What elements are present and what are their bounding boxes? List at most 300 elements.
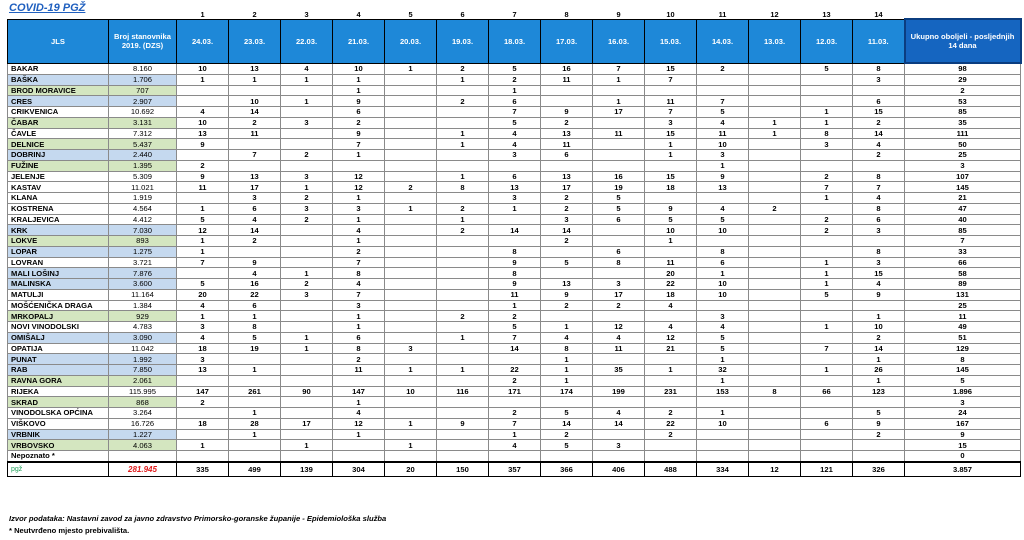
case-count-cell: 6 — [489, 96, 541, 107]
column-number: 3 — [304, 9, 309, 19]
case-count-cell — [697, 451, 749, 462]
case-count-cell — [385, 171, 437, 182]
case-count-cell: 1 — [801, 365, 853, 376]
case-count-cell: 13 — [177, 365, 229, 376]
table-row — [8, 203, 1021, 214]
case-count-cell — [229, 354, 281, 365]
case-count-cell — [385, 150, 437, 161]
case-count-cell: 2 — [437, 63, 489, 74]
case-count-cell — [749, 246, 801, 257]
case-count-cell: 7 — [593, 63, 645, 74]
case-count-cell: 4 — [697, 322, 749, 333]
case-count-cell — [177, 429, 229, 440]
case-count-cell: 22 — [489, 365, 541, 376]
total-cell: 15 — [905, 440, 1021, 451]
case-count-cell: 8 — [853, 63, 905, 74]
case-count-cell — [541, 451, 593, 462]
population-cell: 4.783 — [109, 322, 177, 333]
case-count-cell — [541, 246, 593, 257]
case-count-cell — [749, 365, 801, 376]
case-count-cell — [385, 246, 437, 257]
total-cell: 25 — [905, 150, 1021, 161]
municipality-name: SKRAD — [8, 397, 109, 408]
municipality-name: KRALJEVICA — [8, 214, 109, 225]
case-count-cell: 2 — [229, 236, 281, 247]
case-count-cell: 2 — [801, 214, 853, 225]
case-count-cell — [645, 440, 697, 451]
case-count-cell: 3 — [801, 139, 853, 150]
table-row — [8, 128, 1021, 139]
case-count-cell — [541, 96, 593, 107]
case-count-cell: 20 — [177, 289, 229, 300]
case-count-cell: 2 — [593, 300, 645, 311]
case-count-cell — [385, 85, 437, 96]
case-count-cell: 10 — [177, 63, 229, 74]
case-count-cell: 2 — [489, 408, 541, 419]
case-count-cell — [385, 96, 437, 107]
case-count-cell: 1 — [333, 429, 385, 440]
total-cell: 98 — [905, 63, 1021, 74]
case-count-cell — [437, 117, 489, 128]
case-count-cell: 8 — [229, 322, 281, 333]
table-row — [8, 236, 1021, 247]
population-cell: 1.395 — [109, 160, 177, 171]
case-count-cell: 14 — [541, 225, 593, 236]
case-count-cell — [385, 139, 437, 150]
case-count-cell — [645, 246, 697, 257]
case-count-cell: 1 — [385, 203, 437, 214]
case-count-cell: 2 — [229, 117, 281, 128]
column-number-row — [8, 9, 1021, 19]
case-count-cell: 11 — [333, 365, 385, 376]
table-row — [8, 375, 1021, 386]
case-count-cell: 5 — [697, 107, 749, 118]
case-count-cell — [281, 107, 333, 118]
case-count-cell — [333, 451, 385, 462]
case-count-cell: 13 — [541, 128, 593, 139]
case-count-cell — [749, 354, 801, 365]
case-count-cell: 11 — [593, 128, 645, 139]
table-row — [8, 354, 1021, 365]
table-row — [8, 96, 1021, 107]
case-count-cell: 16 — [593, 171, 645, 182]
municipality-name: OPATIJA — [8, 343, 109, 354]
case-count-cell: 147 — [177, 386, 229, 397]
municipality-name: NOVI VINODOLSKI — [8, 322, 109, 333]
municipality-name: Nepoznato * — [8, 451, 109, 462]
case-count-cell — [437, 322, 489, 333]
case-count-cell: 18 — [645, 289, 697, 300]
case-count-cell: 19 — [229, 343, 281, 354]
municipality-name: JELENJE — [8, 171, 109, 182]
case-count-cell — [385, 311, 437, 322]
population-cell: 1.384 — [109, 300, 177, 311]
case-count-cell: 5 — [541, 408, 593, 419]
case-count-cell: 9 — [437, 418, 489, 429]
case-count-cell: 2 — [437, 203, 489, 214]
case-count-cell: 3 — [281, 171, 333, 182]
municipality-name: VINODOLSKA OPĆINA — [8, 408, 109, 419]
total-cell: 11 — [905, 311, 1021, 322]
case-count-cell — [749, 418, 801, 429]
case-count-cell — [333, 375, 385, 386]
case-count-cell — [593, 397, 645, 408]
case-count-cell: 8 — [853, 171, 905, 182]
case-count-cell: 1 — [801, 279, 853, 290]
table-row — [8, 214, 1021, 225]
case-count-cell: 13 — [541, 279, 593, 290]
case-count-cell — [489, 236, 541, 247]
case-count-cell — [385, 74, 437, 85]
total-cell: 3 — [905, 397, 1021, 408]
case-count-cell: 1 — [281, 182, 333, 193]
case-count-cell: 1 — [437, 128, 489, 139]
case-count-cell — [749, 268, 801, 279]
case-count-cell — [437, 268, 489, 279]
case-count-cell — [541, 311, 593, 322]
case-count-cell — [437, 440, 489, 451]
case-count-cell — [593, 160, 645, 171]
column-number: 6 — [460, 9, 465, 19]
case-count-cell: 1 — [385, 63, 437, 74]
population-total: 281.945 — [109, 462, 177, 477]
case-count-cell — [177, 193, 229, 204]
case-count-cell: 3 — [333, 300, 385, 311]
column-number: 12 — [770, 9, 779, 19]
case-count-cell: 3 — [385, 343, 437, 354]
case-count-cell: 5 — [489, 117, 541, 128]
population-cell: 11.021 — [109, 182, 177, 193]
case-count-cell: 20 — [645, 268, 697, 279]
case-count-cell: 2 — [645, 429, 697, 440]
population-cell: 1.919 — [109, 193, 177, 204]
header-date: 15.03. — [645, 19, 697, 63]
population-cell — [109, 451, 177, 462]
case-count-cell — [281, 354, 333, 365]
case-count-cell — [853, 236, 905, 247]
case-count-cell — [749, 322, 801, 333]
case-count-cell — [801, 408, 853, 419]
population-cell: 707 — [109, 85, 177, 96]
case-count-cell — [645, 375, 697, 386]
case-count-cell: 3 — [541, 214, 593, 225]
daily-total-cell: 150 — [437, 462, 489, 477]
case-count-cell — [177, 375, 229, 386]
case-count-cell — [853, 300, 905, 311]
case-count-cell — [489, 451, 541, 462]
case-count-cell: 5 — [697, 214, 749, 225]
population-cell: 8.160 — [109, 63, 177, 74]
case-count-cell: 13 — [697, 182, 749, 193]
column-number: 4 — [356, 9, 361, 19]
case-count-cell: 10 — [385, 386, 437, 397]
case-count-cell — [229, 160, 281, 171]
case-count-cell: 1 — [333, 236, 385, 247]
case-count-cell: 4 — [489, 440, 541, 451]
case-count-cell — [437, 193, 489, 204]
case-count-cell — [229, 246, 281, 257]
case-count-cell — [593, 85, 645, 96]
case-count-cell: 4 — [489, 139, 541, 150]
case-count-cell: 9 — [853, 289, 905, 300]
case-count-cell: 5 — [489, 63, 541, 74]
case-count-cell: 17 — [593, 107, 645, 118]
case-count-cell: 14 — [853, 343, 905, 354]
case-count-cell: 13 — [229, 171, 281, 182]
case-count-cell: 9 — [229, 257, 281, 268]
case-count-cell: 12 — [333, 418, 385, 429]
total-cell: 111 — [905, 128, 1021, 139]
case-count-cell: 10 — [645, 225, 697, 236]
table-row — [8, 193, 1021, 204]
case-count-cell — [697, 300, 749, 311]
case-count-cell: 22 — [229, 289, 281, 300]
case-count-cell — [801, 85, 853, 96]
case-count-cell: 28 — [229, 418, 281, 429]
municipality-name: PUNAT — [8, 354, 109, 365]
case-count-cell — [177, 268, 229, 279]
municipality-name: KASTAV — [8, 182, 109, 193]
case-count-cell — [229, 139, 281, 150]
municipality-name: ČABAR — [8, 117, 109, 128]
case-count-cell: 9 — [333, 96, 385, 107]
municipality-name: LOVRAN — [8, 257, 109, 268]
table-row — [8, 279, 1021, 290]
population-cell: 4.063 — [109, 440, 177, 451]
case-count-cell — [385, 117, 437, 128]
case-count-cell: 4 — [489, 128, 541, 139]
case-count-cell — [229, 451, 281, 462]
case-count-cell: 4 — [645, 322, 697, 333]
case-count-cell: 1 — [645, 236, 697, 247]
case-count-cell: 15 — [645, 171, 697, 182]
case-count-cell — [281, 236, 333, 247]
case-count-cell: 13 — [489, 182, 541, 193]
municipality-name: MOŠĆENIČKA DRAGA — [8, 300, 109, 311]
header-date: 13.03. — [749, 19, 801, 63]
population-cell: 893 — [109, 236, 177, 247]
total-cell: 58 — [905, 268, 1021, 279]
case-count-cell: 9 — [853, 418, 905, 429]
case-count-cell: 1 — [853, 354, 905, 365]
case-count-cell — [437, 160, 489, 171]
case-count-cell — [281, 300, 333, 311]
case-count-cell — [593, 236, 645, 247]
population-cell: 3.264 — [109, 408, 177, 419]
case-count-cell — [437, 397, 489, 408]
case-count-cell — [385, 354, 437, 365]
case-count-cell: 1 — [437, 332, 489, 343]
case-count-cell — [281, 322, 333, 333]
table-row — [8, 300, 1021, 311]
daily-total-cell: 335 — [177, 462, 229, 477]
case-count-cell — [385, 397, 437, 408]
total-cell: 85 — [905, 225, 1021, 236]
footnote: * Neutvrđeno mjesto prebivališta. — [9, 526, 130, 535]
total-cell: 53 — [905, 96, 1021, 107]
case-count-cell: 5 — [853, 408, 905, 419]
case-count-cell: 14 — [853, 128, 905, 139]
case-count-cell: 8 — [333, 268, 385, 279]
case-count-cell: 10 — [229, 96, 281, 107]
case-count-cell — [229, 85, 281, 96]
case-count-cell — [437, 451, 489, 462]
header-date: 19.03. — [437, 19, 489, 63]
case-count-cell — [801, 311, 853, 322]
case-count-cell — [749, 257, 801, 268]
municipality-name: RAB — [8, 365, 109, 376]
case-count-cell: 8 — [489, 246, 541, 257]
case-count-cell: 4 — [333, 279, 385, 290]
case-count-cell: 18 — [177, 418, 229, 429]
case-count-cell: 9 — [541, 107, 593, 118]
total-cell: 7 — [905, 236, 1021, 247]
municipality-name: FUŽINE — [8, 160, 109, 171]
case-count-cell — [489, 214, 541, 225]
case-count-cell: 6 — [229, 300, 281, 311]
case-count-cell: 12 — [333, 171, 385, 182]
case-count-cell: 17 — [541, 182, 593, 193]
case-count-cell: 3 — [489, 150, 541, 161]
case-count-cell: 14 — [229, 107, 281, 118]
table-row — [8, 160, 1021, 171]
case-count-cell: 10 — [697, 279, 749, 290]
case-count-cell — [541, 397, 593, 408]
total-cell: 50 — [905, 139, 1021, 150]
case-count-cell: 1 — [489, 85, 541, 96]
case-count-cell: 11 — [177, 182, 229, 193]
case-count-cell — [593, 117, 645, 128]
case-count-cell: 1 — [281, 343, 333, 354]
case-count-cell: 1 — [801, 322, 853, 333]
case-count-cell: 11 — [645, 257, 697, 268]
population-cell: 1.706 — [109, 74, 177, 85]
table-row — [8, 311, 1021, 322]
case-count-cell: 1 — [541, 322, 593, 333]
case-count-cell: 9 — [489, 257, 541, 268]
case-count-cell: 1 — [281, 440, 333, 451]
municipality-name: MALINSKA — [8, 279, 109, 290]
total-cell: 145 — [905, 365, 1021, 376]
case-count-cell — [697, 85, 749, 96]
daily-total-cell: 304 — [333, 462, 385, 477]
column-number: 2 — [252, 9, 257, 19]
case-count-cell: 2 — [281, 279, 333, 290]
case-count-cell — [645, 311, 697, 322]
table-row — [8, 257, 1021, 268]
covid-table — [7, 9, 1022, 477]
daily-total-cell: 20 — [385, 462, 437, 477]
case-count-cell — [697, 440, 749, 451]
total-cell: 47 — [905, 203, 1021, 214]
population-cell: 115.995 — [109, 386, 177, 397]
case-count-cell — [645, 397, 697, 408]
case-count-cell — [385, 236, 437, 247]
population-cell: 11.042 — [109, 343, 177, 354]
case-count-cell: 1 — [229, 311, 281, 322]
case-count-cell: 5 — [697, 343, 749, 354]
case-count-cell: 22 — [645, 418, 697, 429]
case-count-cell — [489, 160, 541, 171]
case-count-cell: 3 — [281, 203, 333, 214]
municipality-name: DOBRINJ — [8, 150, 109, 161]
case-count-cell: 10 — [697, 418, 749, 429]
case-count-cell — [749, 332, 801, 343]
case-count-cell: 7 — [801, 343, 853, 354]
daily-total-cell: 357 — [489, 462, 541, 477]
column-number: 8 — [564, 9, 569, 19]
case-count-cell: 4 — [177, 300, 229, 311]
case-count-cell: 13 — [541, 171, 593, 182]
table-row — [8, 289, 1021, 300]
municipality-name: BAKAR — [8, 63, 109, 74]
table-row — [8, 408, 1021, 419]
case-count-cell: 18 — [645, 182, 697, 193]
case-count-cell — [437, 85, 489, 96]
case-count-cell — [801, 300, 853, 311]
case-count-cell: 2 — [333, 246, 385, 257]
case-count-cell: 15 — [853, 268, 905, 279]
case-count-cell: 2 — [385, 182, 437, 193]
total-cell: 29 — [905, 74, 1021, 85]
municipality-name: RAVNA GORA — [8, 375, 109, 386]
case-count-cell — [749, 375, 801, 386]
case-count-cell — [697, 74, 749, 85]
case-count-cell: 5 — [177, 279, 229, 290]
case-count-cell: 4 — [541, 332, 593, 343]
municipality-name: CRIKVENICA — [8, 107, 109, 118]
case-count-cell — [437, 429, 489, 440]
header-date: 16.03. — [593, 19, 645, 63]
case-count-cell: 3 — [697, 311, 749, 322]
municipality-name: LOPAR — [8, 246, 109, 257]
case-count-cell: 2 — [697, 63, 749, 74]
case-count-cell: 2 — [541, 117, 593, 128]
case-count-cell — [645, 354, 697, 365]
case-count-cell: 2 — [489, 311, 541, 322]
case-count-cell: 1 — [385, 440, 437, 451]
case-count-cell: 6 — [853, 214, 905, 225]
case-count-cell — [281, 365, 333, 376]
case-count-cell — [749, 225, 801, 236]
page-title[interactable]: COVID-19 PGŽ — [9, 2, 86, 14]
population-cell: 16.726 — [109, 418, 177, 429]
daily-total-cell: 334 — [697, 462, 749, 477]
case-count-cell: 9 — [489, 279, 541, 290]
municipality-name: LOKVE — [8, 236, 109, 247]
municipality-name: VRBOVSKO — [8, 440, 109, 451]
case-count-cell: 1 — [489, 203, 541, 214]
case-count-cell: 8 — [333, 343, 385, 354]
case-count-cell — [385, 279, 437, 290]
case-count-cell: 14 — [229, 225, 281, 236]
municipality-name: RIJEKA — [8, 386, 109, 397]
case-count-cell: 4 — [645, 300, 697, 311]
case-count-cell — [385, 225, 437, 236]
table-row — [8, 63, 1021, 74]
case-count-cell: 5 — [801, 289, 853, 300]
table-row — [8, 386, 1021, 397]
case-count-cell: 10 — [853, 322, 905, 333]
case-count-cell — [593, 268, 645, 279]
case-count-cell — [281, 128, 333, 139]
case-count-cell — [853, 85, 905, 96]
case-count-cell — [281, 311, 333, 322]
case-count-cell: 1 — [437, 171, 489, 182]
header-date: 22.03. — [281, 19, 333, 63]
total-cell: 35 — [905, 117, 1021, 128]
case-count-cell — [749, 171, 801, 182]
